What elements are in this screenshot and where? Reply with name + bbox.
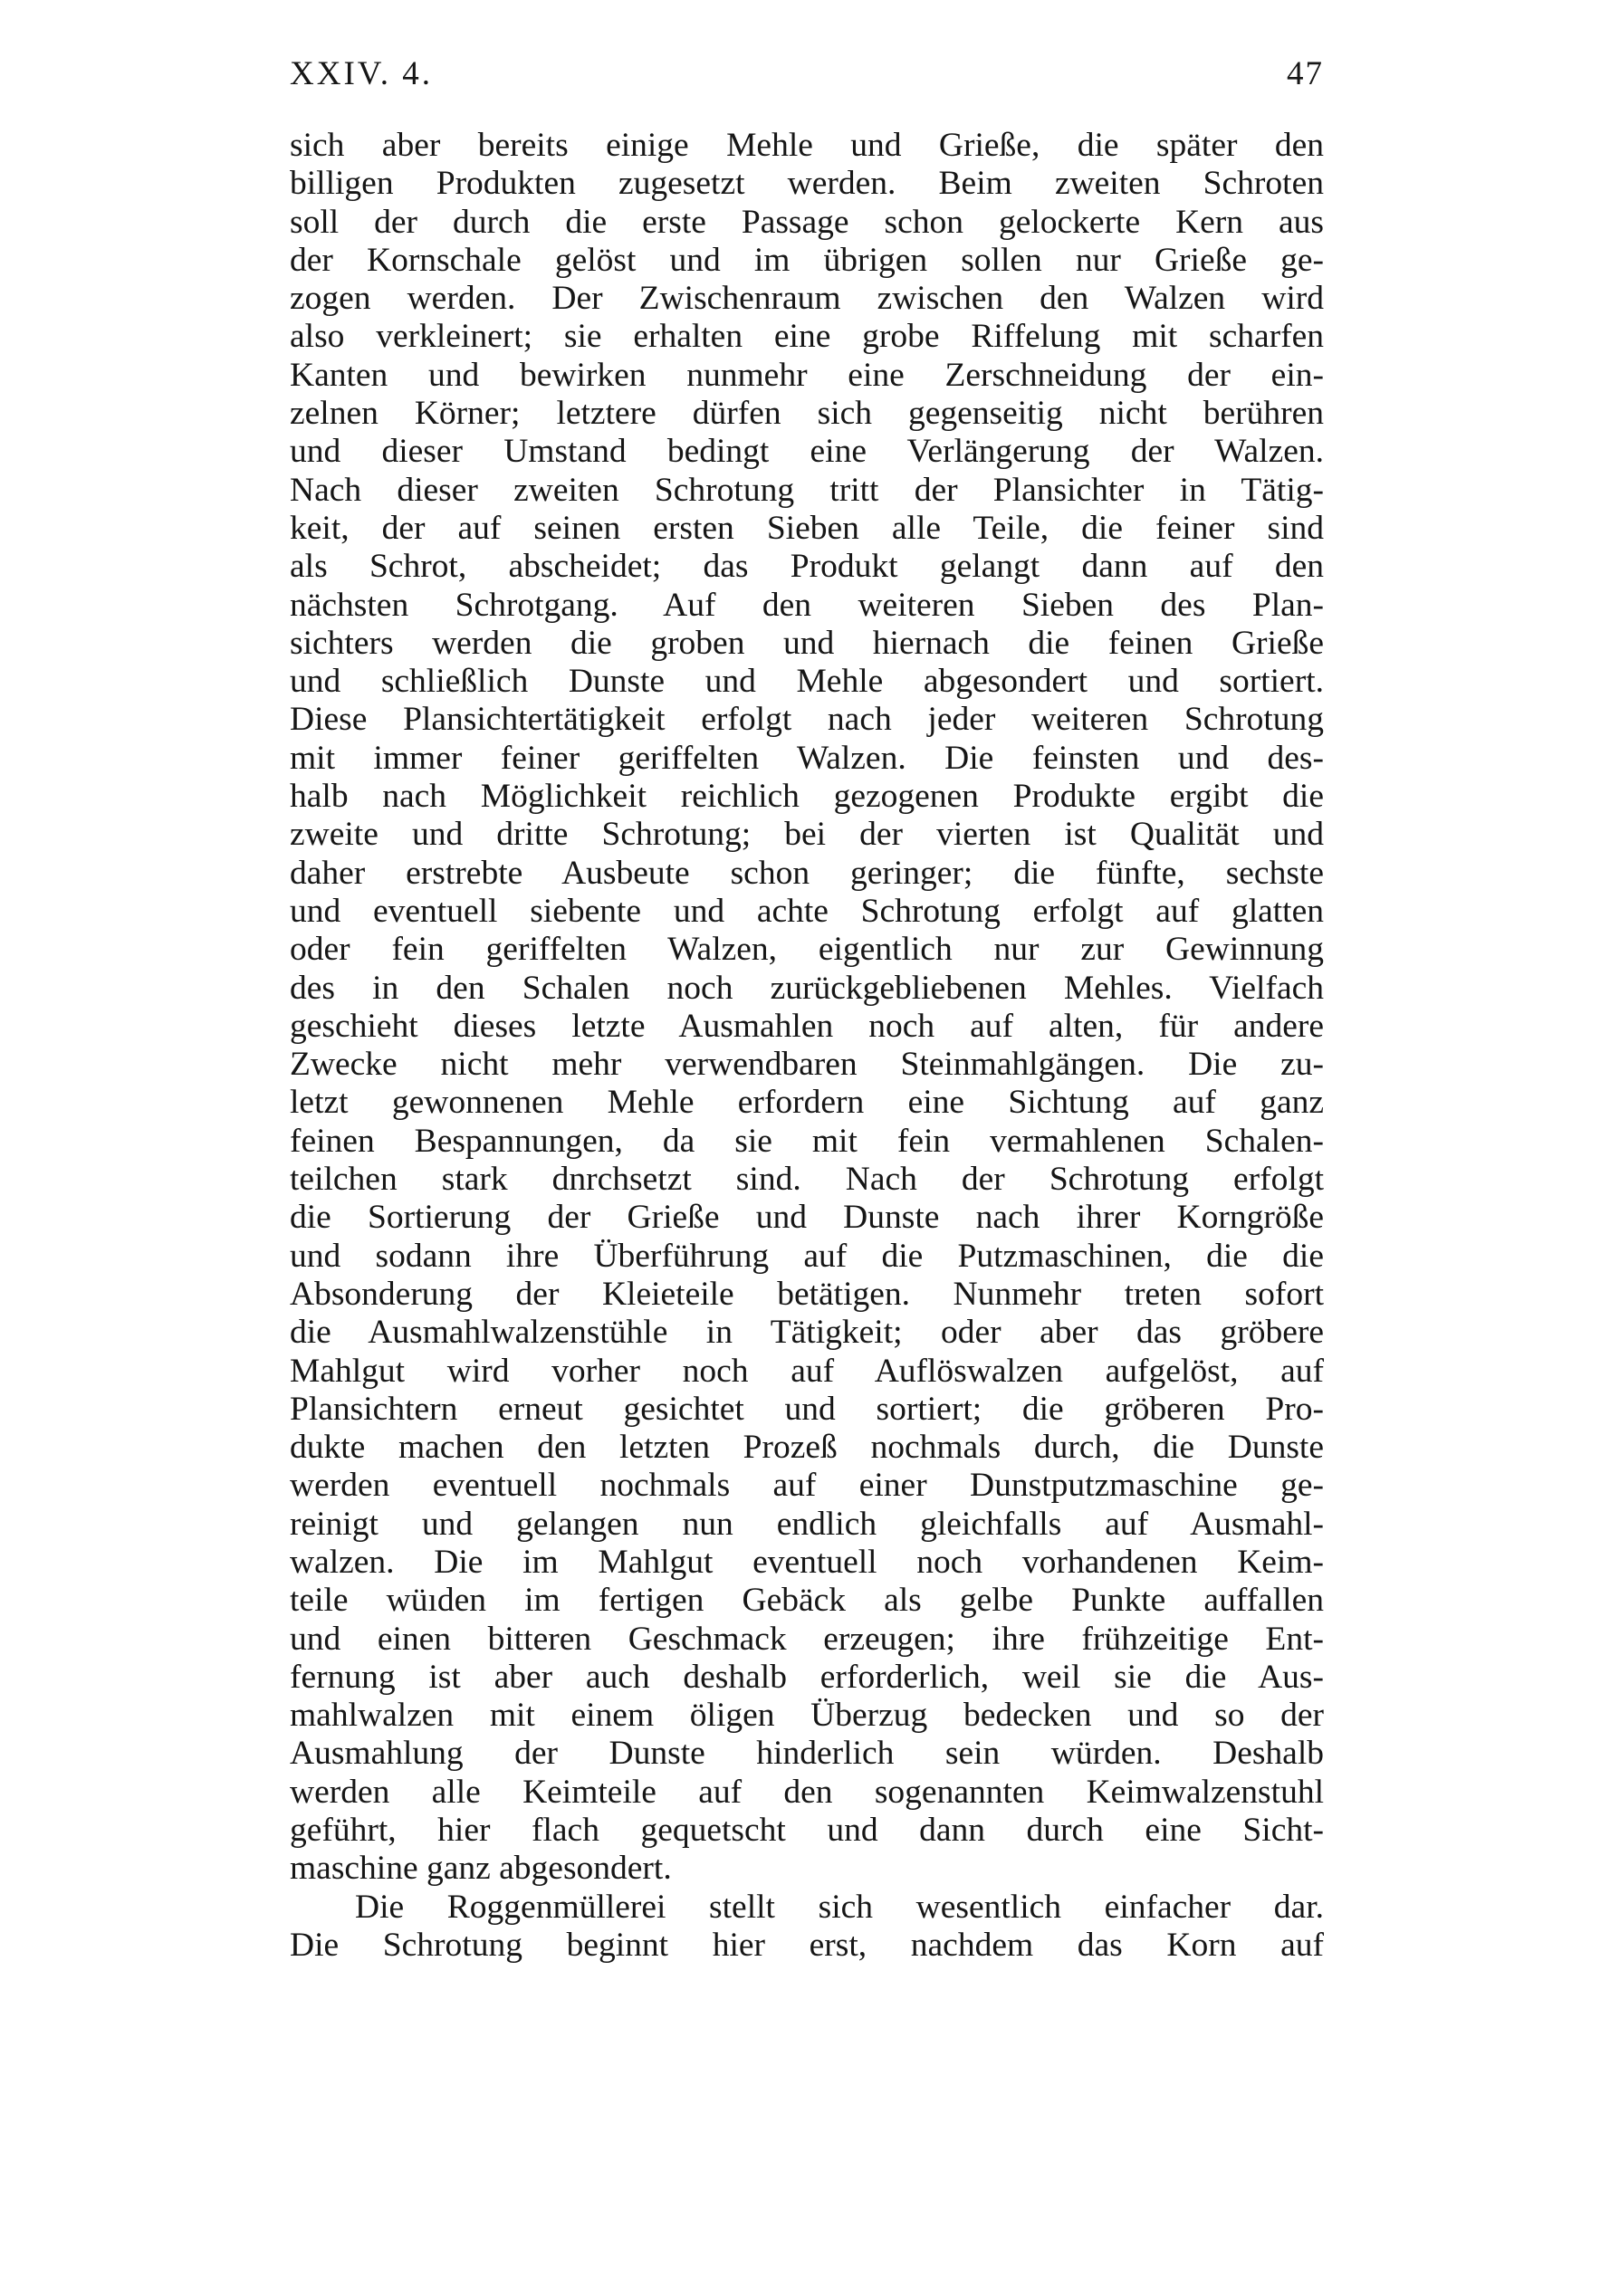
text-line: also verkleinert; sie erhalten eine grobe Riffelung mit scharfen bbox=[290, 318, 1324, 356]
text-line: und eventuell siebente und achte Schrotung erfolgt auf glatten bbox=[290, 892, 1324, 930]
text-line: Diese Plansichtertätigkeit erfolgt nach jeder weiteren Schrotung bbox=[290, 701, 1324, 739]
text-line: keit, der auf seinen ersten Sieben alle Teile, die feiner sind bbox=[290, 509, 1324, 547]
text-line: und schließlich Dunste und Mehle abgesondert und sortiert. bbox=[290, 663, 1324, 701]
text-line: daher erstrebte Ausbeute schon geringer; die fünfte, sechste bbox=[290, 854, 1324, 892]
section-label: XXIV. 4. bbox=[290, 55, 433, 92]
text-line: Absonderung der Kleieteile betätigen. Nunmehr treten sofort bbox=[290, 1275, 1324, 1313]
text-line: nächsten Schrotgang. Auf den weiteren Sieben des Plan- bbox=[290, 586, 1324, 624]
text-line: Mahlgut wird vorher noch auf Auflöswalzen aufgelöst, auf bbox=[290, 1352, 1324, 1390]
page-number: 47 bbox=[1287, 55, 1324, 92]
text-line: geführt, hier flach gequetscht und dann durch eine Sicht- bbox=[290, 1812, 1324, 1850]
text-line: billigen Produkten zugesetzt werden. Beim zweiten Schroten bbox=[290, 165, 1324, 203]
text-line: und dieser Umstand bedingt eine Verlängerung der Walzen. bbox=[290, 433, 1324, 471]
text-line: walzen. Die im Mahlgut eventuell noch vorhandenen Keim- bbox=[290, 1543, 1324, 1581]
body-text bbox=[290, 127, 1324, 1965]
running-head bbox=[290, 47, 1324, 101]
text-line: Ausmahlung der Dunste hinderlich sein würden. Deshalb bbox=[290, 1735, 1324, 1773]
text-line: die Sortierung der Grieße und Dunste nach ihrer Korngröße bbox=[290, 1199, 1324, 1237]
text-line: soll der durch die erste Passage schon gelockerte Kern aus bbox=[290, 203, 1324, 241]
text-line: fernung ist aber auch deshalb erforderlich, weil sie die Aus- bbox=[290, 1658, 1324, 1696]
text-line: die Ausmahlwalzenstühle in Tätigkeit; oder aber das gröbere bbox=[290, 1314, 1324, 1352]
text-line: werden alle Keimteile auf den sogenannten Keimwalzenstuhl bbox=[290, 1773, 1324, 1811]
text-line: oder fein geriffelten Walzen, eigentlich nur zur Gewinnung bbox=[290, 931, 1324, 969]
text-line: Plansichtern erneut gesichtet und sortiert; die gröberen Pro- bbox=[290, 1390, 1324, 1428]
paragraph-start-line: Die Roggenmüllerei stellt sich wesentlich einfacher dar. bbox=[355, 1888, 1324, 1926]
text-line: Nach dieser zweiten Schrotung tritt der Plansichter in Tätig- bbox=[290, 471, 1324, 509]
text-line: mit immer feiner geriffelten Walzen. Die feinsten und des- bbox=[290, 739, 1324, 777]
text-line: zelnen Körner; letztere dürfen sich gegenseitig nicht berühren bbox=[290, 395, 1324, 433]
text-line: als Schrot, abscheidet; das Produkt gelangt dann auf den bbox=[290, 548, 1324, 586]
text-line: teile wüıden im fertigen Gebäck als gelbe Punkte auffallen bbox=[290, 1582, 1324, 1620]
paragraph-end-line: maschine ganz abgesondert. bbox=[290, 1850, 672, 1888]
text-line: und einen bitteren Geschmack erzeugen; ihre frühzeitige Ent- bbox=[290, 1620, 1324, 1658]
text-line: Die Schrotung beginnt hier erst, nachdem das Korn auf bbox=[290, 1926, 1324, 1964]
text-line: geschieht dieses letzte Ausmahlen noch auf alten, für andere bbox=[290, 1007, 1324, 1045]
text-line: halb nach Möglichkeit reichlich gezogenen Produkte ergibt die bbox=[290, 778, 1324, 816]
text-line: mahlwalzen mit einem öligen Überzug bedecken und so der bbox=[290, 1697, 1324, 1735]
text-line: feinen Bespannungen, da sie mit fein vermahlenen Schalen- bbox=[290, 1122, 1324, 1160]
text-line: werden eventuell nochmals auf einer Dunstputzmaschine ge- bbox=[290, 1467, 1324, 1505]
text-line: zogen werden. Der Zwischenraum zwischen den Walzen wird bbox=[290, 280, 1324, 318]
text-line: letzt gewonnenen Mehle erfordern eine Sichtung auf ganz bbox=[290, 1084, 1324, 1122]
text-line: der Kornschale gelöst und im übrigen sollen nur Grieße ge- bbox=[290, 241, 1324, 279]
text-line: teilchen stark dnrchsetzt sind. Nach der Schrotung erfolgt bbox=[290, 1161, 1324, 1199]
text-line: Zwecke nicht mehr verwendbaren Steinmahlgängen. Die zu- bbox=[290, 1046, 1324, 1084]
text-line: des in den Schalen noch zurückgebliebenen Mehles. Vielfach bbox=[290, 969, 1324, 1007]
text-line: Kanten und bewirken nunmehr eine Zerschneidung der ein- bbox=[290, 356, 1324, 394]
text-line: sichters werden die groben und hiernach die feinen Grieße bbox=[290, 624, 1324, 662]
text-line: dukte machen den letzten Prozeß nochmals durch, die Dunste bbox=[290, 1429, 1324, 1467]
text-line: und sodann ihre Überführung auf die Putzmaschinen, die die bbox=[290, 1237, 1324, 1275]
text-line: reinigt und gelangen nun endlich gleichfalls auf Ausmahl- bbox=[290, 1505, 1324, 1543]
text-line: sich aber bereits einige Mehle und Grieße, die später den bbox=[290, 127, 1324, 164]
text-line: zweite und dritte Schrotung; bei der vierten ist Qualität und bbox=[290, 816, 1324, 854]
